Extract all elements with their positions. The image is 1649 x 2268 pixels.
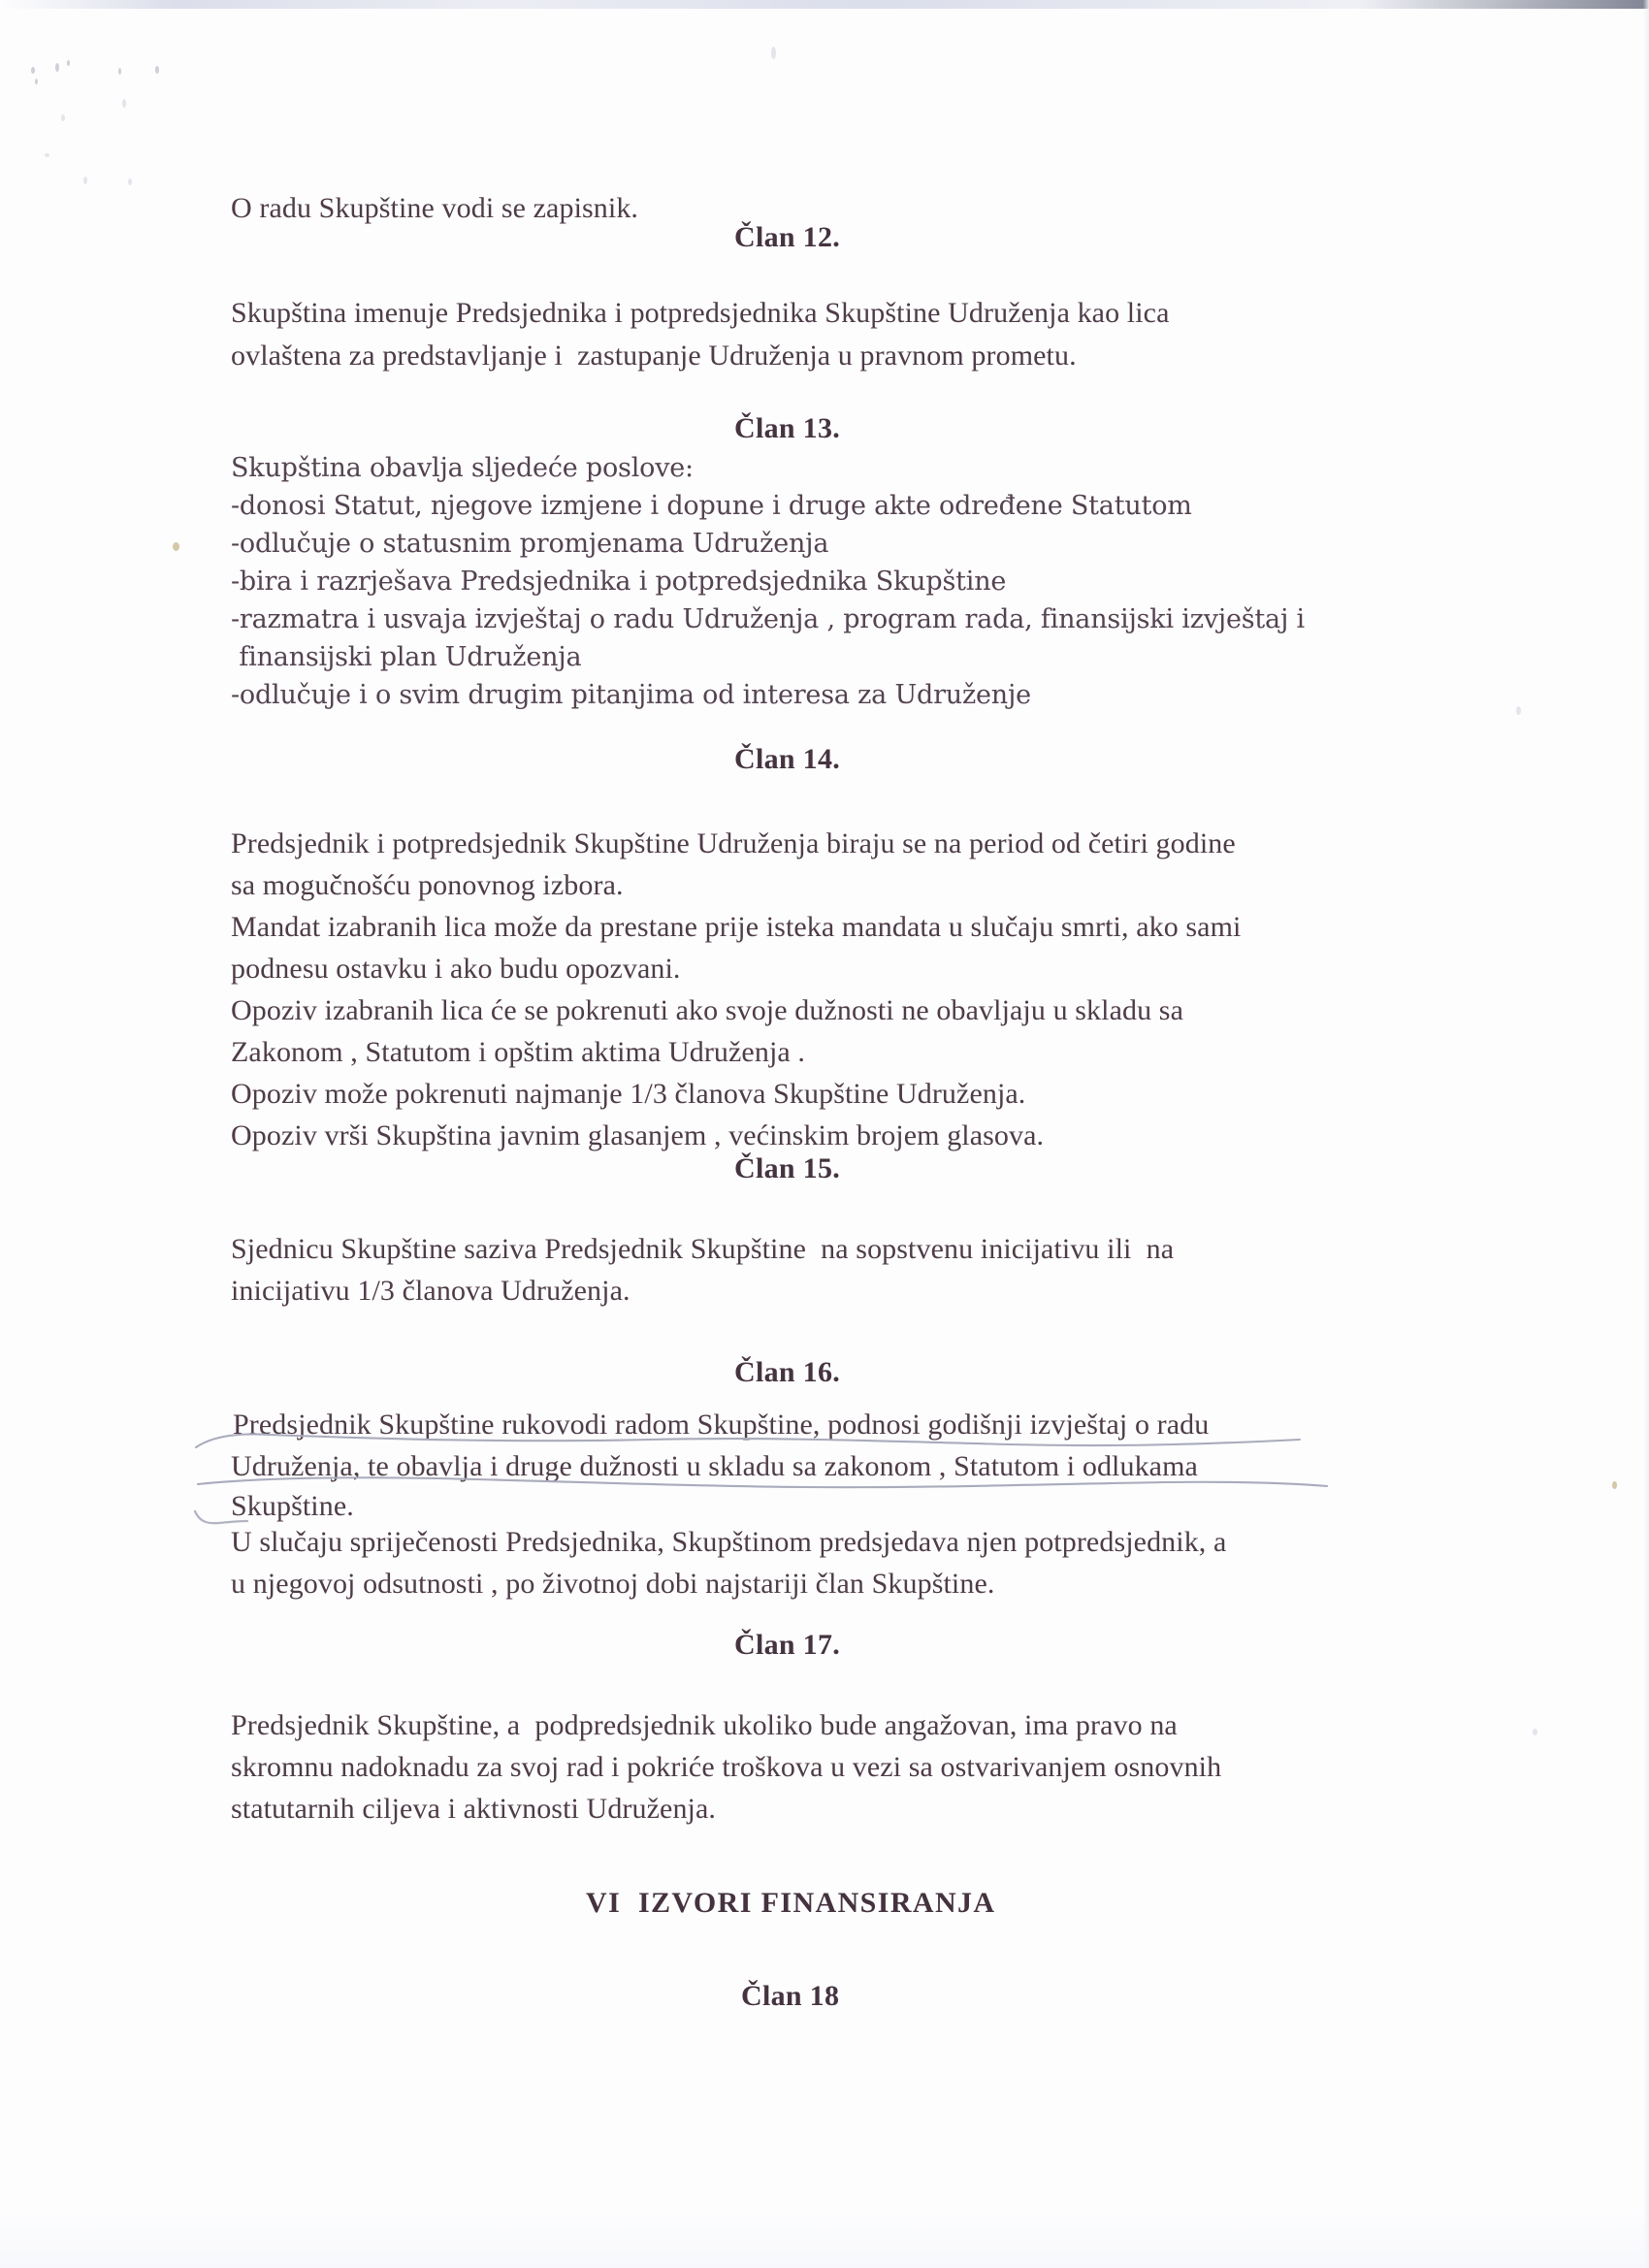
article-15-paragraph-line: inicijativu 1/3 članova Udruženja. xyxy=(231,1275,630,1307)
scan-speck xyxy=(45,153,49,157)
article-16-paragraph-line: Skupštine. xyxy=(231,1490,354,1522)
article-13-list-item: -odlučuje i o svim drugim pitanjima od interesa za Udruženje xyxy=(231,680,1031,710)
scan-speck xyxy=(1533,1729,1537,1735)
scan-speck xyxy=(128,178,132,185)
scan-speck xyxy=(1516,706,1521,715)
article-14-paragraph-line: Opoziv izabranih lica će se pokrenuti ako svoje dužnosti ne obavljaju u skladu sa xyxy=(231,994,1183,1026)
article-13-list-item: -odlučuje o statusnim promjenama Udruženja xyxy=(231,529,829,559)
article-14-paragraph-line: Predsjednik i potpredsjednik Skupštine Udruženja biraju se na period od četiri godine xyxy=(231,827,1236,859)
article-14-paragraph-line: Opoziv vrši Skupština javnim glasanjem , većinskim brojem glasova. xyxy=(231,1119,1045,1151)
article-16-paragraph-line: Udruženja, te obavlja i druge dužnosti u skladu sa zakonom , Statutom i odlukama xyxy=(231,1450,1198,1482)
article-16-paragraph-line: u njegovoj odsutnosti , po životnoj dobi najstariji član Skupštine. xyxy=(231,1568,995,1600)
article-16-paragraph-line: Predsjednik Skupštine rukovodi radom Skupštine, podnosi godišnji izvještaj o radu xyxy=(233,1409,1210,1441)
scan-top-edge-artifact xyxy=(0,0,1649,9)
section-heading-izvori-finansiranja: VI IZVORI FINANSIRANJA xyxy=(586,1887,996,1919)
article-14-paragraph-line: Opoziv može pokrenuti najmanje 1/3 članova Skupštine Udruženja. xyxy=(231,1078,1026,1110)
article-heading-clan-13: Član 13. xyxy=(734,412,841,444)
article-13-list-item: -razmatra i usvaja izvještaj o radu Udruženja , program rada, finansijski izvještaj i xyxy=(231,604,1305,634)
article-14-paragraph-line: Zakonom , Statutom i opštim aktima Udruženja . xyxy=(231,1036,806,1068)
article-15-paragraph-line: Sjednicu Skupštine saziva Predsjednik Skupštine na sopstvenu inicijativu ili na xyxy=(231,1233,1175,1265)
scan-speck xyxy=(1612,1481,1617,1489)
scan-speck xyxy=(173,542,179,551)
article-14-paragraph-line: sa mogučnošću ponovnog izbora. xyxy=(231,869,624,901)
article-heading-clan-14: Član 14. xyxy=(734,743,841,775)
article-13-lead: Skupština obavlja sljedeće poslove: xyxy=(231,453,694,483)
article-heading-clan-15: Član 15. xyxy=(734,1152,841,1184)
article-12-paragraph-line: Skupština imenuje Predsjednika i potpredsjednika Skupštine Udruženja kao lica xyxy=(231,297,1170,329)
scan-speck xyxy=(55,63,59,72)
scan-speck xyxy=(118,68,121,75)
article-13-list-item: -bira i razrješava Predsjednika i potpredsjednika Skupštine xyxy=(231,567,1007,597)
article-heading-clan-18: Član 18 xyxy=(741,1980,840,2012)
article-13-list-item-continuation: finansijski plan Udruženja xyxy=(231,642,582,672)
article-heading-clan-16: Član 16. xyxy=(734,1356,841,1388)
scan-speck xyxy=(155,66,159,74)
article-17-paragraph-line: Predsjednik Skupštine, a podpredsjednik ukoliko bude angažovan, ima pravo na xyxy=(231,1709,1178,1741)
article-heading-clan-17: Član 17. xyxy=(734,1629,841,1661)
scan-speck xyxy=(771,47,776,59)
scan-speck xyxy=(67,60,70,66)
article-17-paragraph-line: statutarnih ciljeva i aktivnosti Udruženja. xyxy=(231,1793,716,1825)
intro-paragraph: O radu Skupštine vodi se zapisnik. xyxy=(231,192,639,224)
scan-speck xyxy=(61,114,65,121)
scan-bottom-edge-artifact xyxy=(0,2210,1649,2268)
article-13-list-item: -donosi Statut, njegove izmjene i dopune i druge akte određene Statutom xyxy=(231,491,1192,521)
scan-speck xyxy=(35,79,38,84)
article-14-paragraph-line: podnesu ostavku i ako budu opozvani. xyxy=(231,953,681,985)
scan-speck xyxy=(31,67,35,74)
article-14-paragraph-line: Mandat izabranih lica može da prestane prije isteka mandata u slučaju smrti, ako sami xyxy=(231,911,1242,943)
article-17-paragraph-line: skromnu nadoknadu za svoj rad i pokriće troškova u vezi sa ostvarivanjem osnovnih xyxy=(231,1751,1222,1783)
scan-speck xyxy=(83,177,87,184)
article-heading-clan-12: Član 12. xyxy=(734,221,841,253)
article-12-paragraph-line: ovlaštena za predstavljanje i zastupanje Udruženja u pravnom prometu. xyxy=(231,340,1077,372)
article-16-paragraph-line: U slučaju spriječenosti Predsjednika, Skupštinom predsjedava njen potpredsjednik, a xyxy=(231,1526,1227,1558)
scan-speck xyxy=(122,99,126,108)
scan-right-edge-artifact xyxy=(1643,0,1649,2268)
